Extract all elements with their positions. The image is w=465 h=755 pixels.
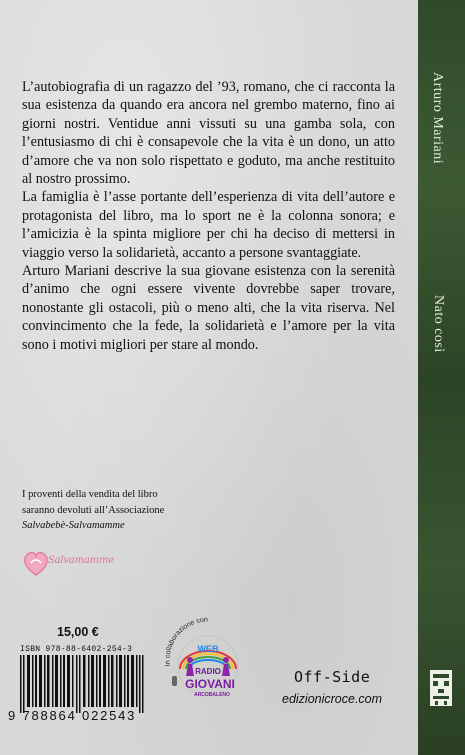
- blurb-paragraph-1: L’autobiografia di un ragazzo del ’93, romano, che ci racconta la sua esistenza da quando era ancora nel grembo materno, fino ai giorni nostri. Ventidue anni vissuti su una gamba sola, con l’entusiasmo di chi è consapevole che la vita è un dono, un atto d’amore che va non solo rispettato e goduto, ma anche restituito al nostro prossimo.: [22, 79, 395, 188]
- back-cover-blurb: [22, 78, 395, 354]
- blurb-paragraph-2: La famiglia è l’asse portante dell’esperienza di vita dell’autore e protagonista del libro, ma lo sport ne è la colonna sonora; e l’amicizia è la spinta migliore per chi ha deciso di mettersi in viaggio verso la solidarietà, accanto a persone svantaggiate.: [22, 189, 395, 261]
- spine-author: Arturo Mariani: [430, 72, 445, 165]
- proceeds-note: [22, 487, 164, 534]
- isbn: ISBN 978-88-6402-254-3: [20, 645, 133, 654]
- heart-icon: [25, 553, 48, 575]
- proceeds-note-line-2: saranno devoluti all’Associazione: [22, 504, 165, 516]
- publisher-name: Off-Side: [294, 668, 371, 686]
- publisher-mask-icon: [427, 668, 455, 708]
- logo-arc-text: In collaborazione con: [164, 616, 209, 667]
- microphone-icon: [172, 676, 177, 686]
- spine-title: Nato così: [431, 295, 446, 353]
- svg-text:In collaborazione con: [164, 616, 208, 666]
- association-name: Salvabebè-Salvamamme: [22, 520, 125, 531]
- barcode-digits: 9 788864 022543: [8, 708, 137, 723]
- salvamamme-logo-text: Salvamamme: [48, 555, 114, 566]
- barcode: [20, 655, 144, 713]
- logo-giovani-text: GIOVANI: [185, 677, 235, 691]
- publisher-url: edizionicroce.com: [282, 692, 383, 706]
- proceeds-note-line-1: I proventi della vendita del libro: [22, 489, 158, 500]
- logo-web-text: WEB: [197, 644, 219, 654]
- price: 15,00 €: [57, 625, 99, 639]
- radio-giovani-logo: [158, 614, 258, 714]
- logo-radio-text: RADIO: [195, 667, 221, 676]
- logo-arcobaleno-text: ARCOBALENO: [194, 692, 230, 698]
- blurb-paragraph-3: Arturo Mariani descrive la sua giovane esistenza con la serenità d’animo che ogni essere vivente dovrebbe saper trovare, nonostante gli ostacoli, più o meno alti, che la vita riserva. Nel convincimento che la fede, la solidarietà e l’amore per la vita sono i motivi migliori per stare al mondo.: [22, 263, 395, 353]
